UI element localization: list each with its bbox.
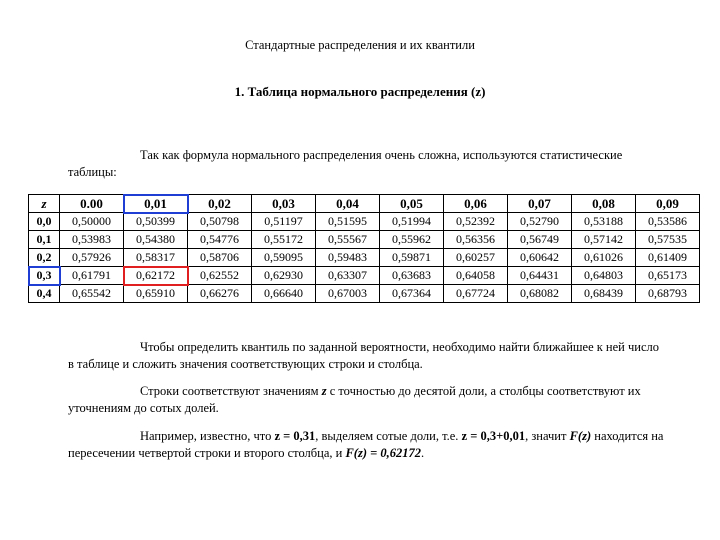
p3-t3: , значит: [525, 429, 570, 443]
table-cell: 0,50000: [60, 213, 124, 231]
p2-before: Строки соответствуют значениям: [140, 384, 322, 398]
table-cell: 0,67364: [380, 285, 444, 303]
p2-after: с точностью до десятой доли, а столбцы соответствуют их уточнениям до сотых долей.: [68, 384, 641, 415]
table-cell: 0,56356: [444, 231, 508, 249]
paragraph-find-quantile: Чтобы определить квантиль по заданной вероятности, необходимо найти ближайшее к ней число в таблице и сложить значения соответствующих строки и столбца.: [68, 340, 660, 371]
table-cell: 0,55172: [252, 231, 316, 249]
table-cell: 0,68439: [572, 285, 636, 303]
table-cell: 0,53983: [60, 231, 124, 249]
p3-t4: находится на пересечении четвертой строки и второго столбца, и: [68, 429, 664, 460]
row-header: 0,1: [29, 231, 60, 249]
column-header: 0,01: [124, 195, 188, 213]
table-cell: 0,62552: [188, 267, 252, 285]
table-cell: 0,62172: [124, 267, 188, 285]
table-cell: 0,59483: [316, 249, 380, 267]
table-cell: 0,61409: [636, 249, 700, 267]
column-header: 0,08: [572, 195, 636, 213]
p3-b3: F(z): [569, 429, 592, 443]
p3-b4: F(z) = 0,62172: [345, 446, 421, 460]
table-cell: 0,66276: [188, 285, 252, 303]
corner-cell: z: [29, 195, 60, 213]
table-cell: 0,59871: [380, 249, 444, 267]
table-cell: 0,53188: [572, 213, 636, 231]
table-cell: 0,57535: [636, 231, 700, 249]
row-header: 0,0: [29, 213, 60, 231]
table-cell: 0,66640: [252, 285, 316, 303]
table-header-row: [29, 195, 700, 213]
table-row: [29, 285, 700, 303]
section-title: 1. Таблица нормального распределения (z): [234, 84, 486, 99]
table-cell: 0,55962: [380, 231, 444, 249]
table-row: [29, 267, 700, 285]
table-cell: 0,55567: [316, 231, 380, 249]
table-cell: 0,51595: [316, 213, 380, 231]
table-cell: 0,65910: [124, 285, 188, 303]
table-cell: 0,60257: [444, 249, 508, 267]
table-cell: 0,54776: [188, 231, 252, 249]
column-header: 0.00: [60, 195, 124, 213]
table-cell: 0,60642: [508, 249, 572, 267]
row-header: 0,2: [29, 249, 60, 267]
normal-distribution-table: [28, 194, 700, 303]
table-cell: 0,64431: [508, 267, 572, 285]
p3-t5: .: [421, 446, 425, 460]
table-row: [29, 213, 700, 231]
column-header: 0,05: [380, 195, 444, 213]
p3-b2: z = 0,3+0,01: [461, 429, 526, 443]
row-header: 0,3: [29, 267, 60, 285]
table-cell: 0,62930: [252, 267, 316, 285]
table-cell: 0,56749: [508, 231, 572, 249]
row-header: 0,4: [29, 285, 60, 303]
table-cell: 0,57926: [60, 249, 124, 267]
table-cell: 0,57142: [572, 231, 636, 249]
table-cell: 0,52790: [508, 213, 572, 231]
table-row: [29, 249, 700, 267]
table-cell: 0,50798: [188, 213, 252, 231]
p2-z: z: [321, 384, 327, 398]
table-row: [29, 231, 700, 249]
column-header: 0,07: [508, 195, 572, 213]
column-header: 0,02: [188, 195, 252, 213]
p3-t1: Например, известно, что: [140, 429, 275, 443]
table-cell: 0,61026: [572, 249, 636, 267]
column-header: 0,06: [444, 195, 508, 213]
table-cell: 0,50399: [124, 213, 188, 231]
column-header: 0,09: [636, 195, 700, 213]
table-cell: 0,58706: [188, 249, 252, 267]
p3-t2: , выделяем сотые доли, т.е.: [315, 429, 462, 443]
table-cell: 0,54380: [124, 231, 188, 249]
table-cell: 0,51197: [252, 213, 316, 231]
paragraph-rows-columns: [68, 383, 666, 417]
z-table: [28, 194, 700, 303]
p3-b1: z = 0,31: [274, 429, 316, 443]
table-cell: 0,68082: [508, 285, 572, 303]
column-header: 0,03: [252, 195, 316, 213]
table-cell: 0,64803: [572, 267, 636, 285]
table-cell: 0,67724: [444, 285, 508, 303]
intro-paragraph: Так как формула нормального распределения очень сложна, используются статистические таблицы:: [68, 148, 623, 179]
table-cell: 0,53586: [636, 213, 700, 231]
table-cell: 0,52392: [444, 213, 508, 231]
header-title: Стандартные распределения и их квантили: [245, 38, 475, 52]
table-cell: 0,59095: [252, 249, 316, 267]
table-cell: 0,58317: [124, 249, 188, 267]
table-cell: 0,65173: [636, 267, 700, 285]
table-cell: 0,51994: [380, 213, 444, 231]
paragraph-example: [68, 428, 666, 462]
table-cell: 0,67003: [316, 285, 380, 303]
table-cell: 0,63683: [380, 267, 444, 285]
table-cell: 0,65542: [60, 285, 124, 303]
table-cell: 0,64058: [444, 267, 508, 285]
table-cell: 0,68793: [636, 285, 700, 303]
column-header: 0,04: [316, 195, 380, 213]
table-cell: 0,63307: [316, 267, 380, 285]
table-cell: 0,61791: [60, 267, 124, 285]
